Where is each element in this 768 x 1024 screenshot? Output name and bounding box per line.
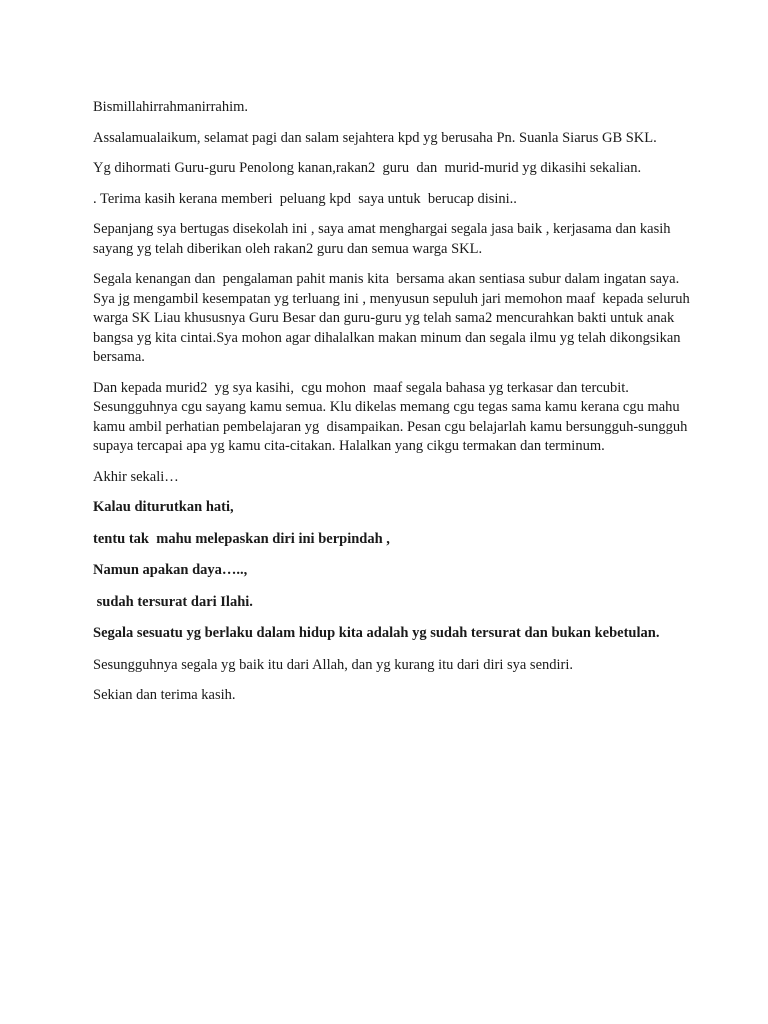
paragraph-closing-intro: Akhir sekali…	[93, 468, 179, 485]
paragraph-salutation: Assalamualaikum, selamat pagi dan salam sejahtera kpd yg berusaha Pn. Suanla Siarus GB SKL.	[93, 129, 657, 146]
verse-line-3: Namun apakan daya…..,	[93, 562, 248, 578]
document-body	[93, 98, 693, 717]
paragraph-reflection: Sesungguhnya segala yg baik itu dari Allah, dan yg kurang itu dari diri sya sendiri.	[93, 656, 574, 673]
paragraph-appreciation: Sepanjang sya bertugas disekolah ini , saya amat menghargai segala jasa baik , kerjasama dan kasih sayang yg telah diberikan oleh rakan2 guru dan semua warga SKL.	[93, 221, 675, 257]
paragraph-memories: Segala kenangan dan pengalaman pahit manis kita bersama akan sentiasa subur dalam ingatan saya. Sya jg mengambil kesempatan yg terluang ini , menyusun sepuluh jari memohon maaf kepada seluruh warga SK Liau khususnya Guru Besar dan guru-guru yg telah sama2 mencurahkan bakti untuk anak bangsa yg kita cintai.Sya mohon agar dihalalkan makan minum dan segala ilmu yg telah dikongsikan bersama.	[93, 271, 694, 365]
verse-line-1: Kalau diturutkan hati,	[93, 499, 234, 515]
paragraph-signoff: Sekian dan terima kasih.	[93, 687, 236, 703]
paragraph-greeting: Bismillahirrahmanirrahim.	[93, 99, 249, 115]
verse-line-2: tentu tak mahu melepaskan diri ini berpindah ,	[93, 530, 390, 547]
paragraph-students: Dan kepada murid2 yg sya kasihi, cgu mohon maaf segala bahasa yg terkasar dan tercubit. Sesungguhnya cgu sayang kamu semua. Klu dikelas memang cgu tegas sama kamu kerana cgu mahu kamu ambil perhatian pembelajaran yg disampaikan. Pesan cgu belajarlah kamu bersungguh-sungguh supaya tercapai apa yg kamu cita-citakan. Halalkan yang cikgu termakan dan terminum.	[93, 379, 691, 454]
verse-line-4: sudah tersurat dari Ilahi.	[93, 593, 253, 610]
verse-line-5: Segala sesuatu yg berlaku dalam hidup kita adalah yg sudah tersurat dan bukan kebetulan.	[93, 625, 660, 641]
paragraph-thanks: . Terima kasih kerana memberi peluang kpd saya untuk berucap disini..	[93, 190, 517, 207]
paragraph-address: Yg dihormati Guru-guru Penolong kanan,rakan2 guru dan murid-murid yg dikasihi sekalian.	[93, 160, 642, 176]
